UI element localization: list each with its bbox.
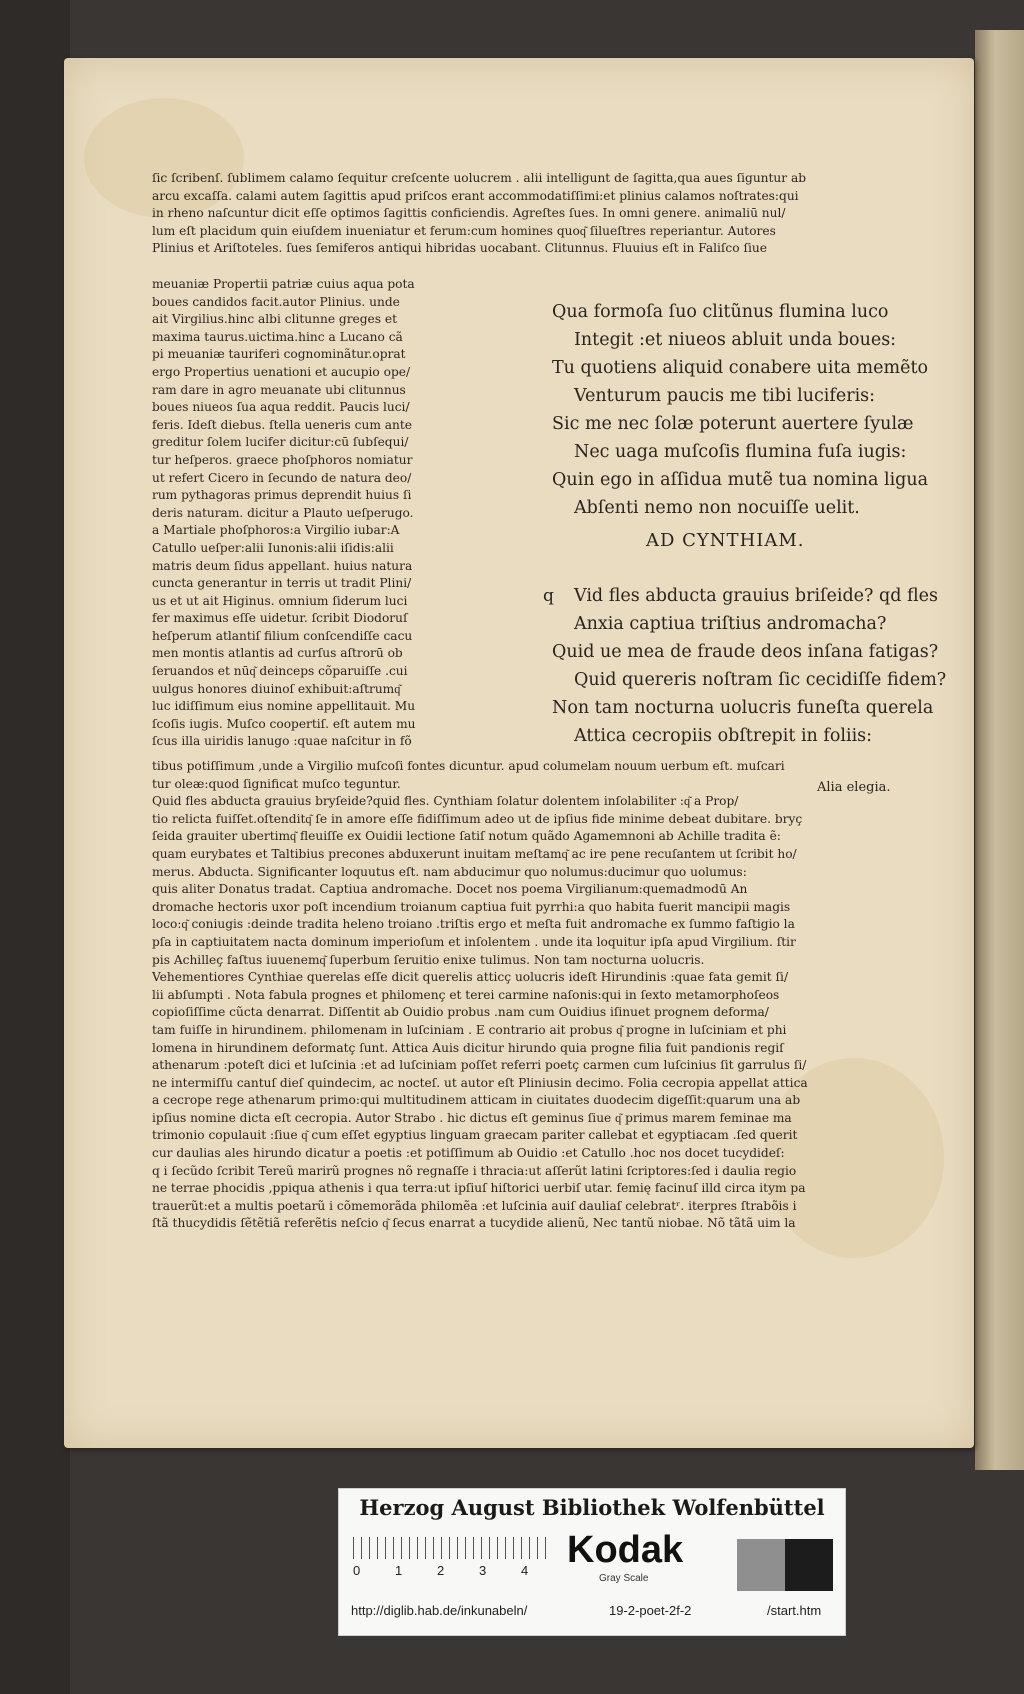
text-line: ſcoſis iugis. Muſco coopertiſ. eſt autem mu: [152, 716, 416, 731]
text-line: feris. Ideſt diebus. ſtella ueneris cum ante: [152, 417, 412, 432]
verse-line: Abſenti nemo non nocuiſſe uelit.: [574, 498, 860, 518]
text-line: pi meuaniæ tauriferi cognominãtur.oprat: [152, 347, 406, 362]
text-line: trimonio copulauit :ſiue q͂ cum eſſet egyptius linguam graecam pariter callebat et egyptiacam .ſed querit: [152, 1128, 798, 1143]
text-line: matris deum ſidus appellant. huius natura: [152, 558, 413, 573]
color-target-card: [338, 1488, 846, 1636]
library-title: Herzog August Bibliothek Wolfenbüttel: [359, 1495, 825, 1520]
text-line: tur oleæ:quod ſignificat muſco teguntur.: [152, 776, 401, 791]
text-line: rum pythagoras primus deprendit huius ſi: [152, 488, 412, 503]
text-line: copioſiſſime cũcta denarrat. Diſſentit ab Ouidio probus .nam cum Ouidius iſinuet prognem deforma/: [152, 1005, 769, 1020]
gray-patch-mid: [737, 1539, 785, 1591]
text-line: ſtã thucydidis ſẽtẽtiã referẽtis neſcio q͂ ſecus enarrat a tucydide alienũ, Nec tantũ niobae. Nõ tãtã uim la: [152, 1216, 796, 1231]
text-line: ſeida grauiter ubertimq͂ fleuiſſe ex Ouidii lectione ſatiſ notum quãdo Agamemnoni ab Achille tradita ẽ:: [152, 829, 781, 844]
text-line: pſa in captiuitatem nacta dominum imperioſum et inſolentem . unde ita loquitur ipſa apud Virgilium. ſtir: [152, 934, 796, 949]
poem-heading: AD CYNTHIAM.: [646, 530, 805, 551]
text-line: tio relicta fuiſſet.oſtenditq͂ ſe in amore eſſe fidiſſimum adeo ut de ipſius fide minime debeat dubitare. bryç: [152, 811, 803, 826]
text-line: lomena in hirundinem deformatç ſunt. Attica Auis dicitur hirundo quia progne filia fuit pandionis regiſ: [152, 1040, 784, 1055]
text-line: tur heſperos. graece phoſphoros nomiatur: [152, 452, 413, 467]
scan-background: [0, 0, 70, 1694]
text-line: deris naturam. dicitur a Plauto ueſperugo.: [152, 505, 414, 520]
text-line: Plinius et Ariſtoteles. ſues ſemiferos antiqui hibridas uocabant. Clitunnus. Fluuius eſt in Faliſco ſiue: [152, 241, 767, 256]
text-line: quis aliter Donatus tradat. Captiua andromache. Docet nos poema Virgilianum:quemadmodū An: [152, 882, 748, 897]
text-line: uulgus honores diuinoſ exhibuit:aſtrumq͂: [152, 681, 401, 696]
text-line: meuaniæ Propertii patriæ cuius aqua pota: [152, 277, 415, 291]
book-page: [64, 58, 974, 1448]
verse-block-2: [552, 582, 946, 750]
text-line: boues niueos ſua aqua reddit. Paucis luci/: [152, 400, 410, 415]
commentary-bottom: [152, 758, 932, 1233]
guide-letter: q: [543, 586, 554, 606]
text-line: lii abſumpti . Nota fabula prognes et philomenç et terei carmine naſonis:qui in ſexto metamorphoſeos: [152, 987, 780, 1002]
verse-line: Non tam nocturna uolucris funeſta querela: [552, 698, 934, 718]
text-line: men montis atlantis ad curſus aſtrorū ob: [152, 646, 403, 661]
adjacent-page-edge: [975, 30, 1024, 1470]
text-line: Quid fles abducta grauius bryſeide?quid fles. Cynthiam ſolatur dolentem inſolabiliter :q͂ a Prop/: [152, 794, 739, 809]
text-line: in rheno naſcuntur dicit eſſe optimos ſagittis conficiendis. Agreſtes ſues. In omni genere. animaliū nul/: [152, 206, 786, 221]
text-line: fer maximus eſſe uidetur. ſcribit Diodoruſ: [152, 611, 408, 626]
text-line: athenarum :poteſt dici et luſcinia :et ad luſciniam poſſet referri poetç carmen cum luſcinius ſit garrulus ſi/: [152, 1058, 807, 1073]
verse-line: Vid fles abducta grauius briſeide? qd fles: [574, 586, 938, 606]
commentary-left-column: [152, 276, 542, 751]
text-line: pis Achilleç faſtus iuuenemq͂ ſuperbum ſeruitio enixe tulimus. Non tam nocturna uolucris.: [152, 952, 705, 967]
verse-line: Tu quotiens aliquid conabere uita memẽto: [552, 358, 929, 378]
kodak-logo: Kodak: [567, 1529, 684, 1571]
text-line: Catullo ueſper:alii Iunonis:alii iſidis:alii: [152, 540, 394, 555]
verse-line: Quid ue mea de fraude deos inſana fatigas?: [552, 642, 939, 662]
text-line: ne terrae phocidis ,ppiqua athenis i qua terra:ut ipſiuſ hiſtorici uerbiſ utar. femię facinuſ illd circa itym pa: [152, 1181, 806, 1196]
text-line: tibus potiſſimum ,unde a Virgilio muſcoſi fontes dicuntur. apud columelam nouum uerbum eſt. muſcari: [152, 759, 785, 773]
text-line: luc idiſſimum eius nomine appellitauit. Mu: [152, 699, 416, 714]
verse-line: Venturum paucis me tibi luciferis:: [574, 386, 876, 406]
ruler-ticks: [353, 1537, 553, 1559]
text-line: trauerũt:et a multis poetarũ i cõmemorãda philomẽa :et luſcinia auiſ dauliaſ celebratʳ. iterpres ſtrabõis i: [152, 1198, 797, 1213]
ruler-number: 3: [479, 1563, 487, 1578]
text-line: q i ſecũdo ſcribit Tereũ marirũ prognes nõ regnaſſe i thracia:ut aſſerũt latini ſcriptores:ſed i daulia regio: [152, 1163, 797, 1178]
verse-line: Qua formoſa ſuo clitũnus flumina luco: [552, 302, 889, 322]
text-line: heſperum atlantiſ filium conſcendiſſe cacu: [152, 628, 413, 643]
verse-line: Quid quereris noſtram ſic cecidiſſe fidem?: [574, 670, 947, 690]
text-line: ſcus illa uiridis lanugo :quae naſcitur in fõ: [152, 734, 412, 749]
text-line: cuncta generantur in terris ut tradit Plini/: [152, 576, 412, 591]
ruler-number: 1: [395, 1563, 403, 1578]
verse-line: Nec uaga muſcoſis flumina fuſa iugis:: [574, 442, 907, 462]
digilib-url: http://diglib.hab.de/inkunabeln/: [351, 1603, 528, 1618]
text-line: boues candidos facit.autor Plinius. unde: [152, 294, 400, 309]
gray-scale-label: Gray Scale: [599, 1573, 649, 1584]
verse-line: Integit :et niueos abluit unda boues:: [574, 330, 897, 350]
verse-line: Anxia captiua triſtius andromacha?: [574, 614, 887, 634]
text-line: ergo Propertius uenationi et aucupio ope/: [152, 364, 411, 379]
text-line: ſeruandos et nūq͂ deinceps cõparuiſſe .cui: [152, 664, 408, 679]
text-line: us et ut ait Higinus. omnium ſiderum luci: [152, 593, 408, 608]
ruler-number: 4: [521, 1563, 529, 1578]
text-line: ut refert Cicero in ſecundo de natura deo/: [152, 470, 412, 485]
commentary-top: [152, 170, 932, 258]
ruler-scale: [353, 1537, 553, 1581]
ruler-number: 0: [353, 1563, 361, 1578]
verse-line: Sic me nec ſolæ poterunt auertere ſyulæ: [552, 414, 914, 434]
text-line: a Martiale phoſphoros:a Virgilio iubar:A: [152, 523, 400, 538]
verse-block-1: [552, 298, 928, 522]
ruler-number: 2: [437, 1563, 445, 1578]
text-line: ram dare in agro meuanate ubi clitunnus: [152, 382, 406, 397]
alia-elegia-label: Alia elegia.: [817, 780, 891, 795]
text-line: Vehementiores Cynthiae querelas eſſe dicit querelis atticç uolucris ideſt Hirundinis :quae fata gemit ſi/: [152, 970, 789, 985]
text-line: merus. Abducta. Significanter loquutus eſt. nam abducimur quo nolumus:ducimur quo uolumus:: [152, 864, 747, 879]
text-line: a cecrope rege athenarum primo:qui multitudinem atticam in ciuitates duodecim digeſſit:quarum una ab: [152, 1093, 801, 1108]
shelfmark: 19-2-poet-2f-2: [609, 1603, 692, 1618]
start-page: /start.htm: [767, 1603, 822, 1618]
verse-line: Quin ego in aſſidua mutẽ tua nomina ligua: [552, 470, 929, 490]
text-line: ſic ſcribenſ. ſublimem calamo ſequitur creſcente uolucrem . alii intelligunt de ſagitta,qua aues ſiguntur ab: [152, 171, 807, 185]
text-line: greditur ſolem lucifer dicitur:cū ſubſequi/: [152, 435, 409, 450]
verse-line: Attica cecropiis obſtrepit in foliis:: [574, 726, 873, 746]
text-line: loco:q͂ coniugis :deinde tradita heleno troiano .triſtis ergo et meſta fuit andromache ex ſummo faſtigio la: [152, 917, 795, 932]
text-line: quam eurybates et Taltibius precones abduxerunt inuitam meſtamq͂ ac ire pene recuſantem ut ſcribit ho/: [152, 846, 797, 861]
text-line: ait Virgilius.hinc albi clitunne greges et: [152, 312, 397, 327]
text-line: ne intermiſſu cantuſ dieſ quindecim, ac nocteſ. ut autor eſt Pliniusin decimo. Folia cecropia appellat attica: [152, 1075, 808, 1090]
text-line: cur daulias ales hirundo dicatur a poetis :et potiſſimum ab Ouidio :et Catullo .hoc nos docet tucydideſ:: [152, 1146, 785, 1161]
text-line: arcu excaſſa. calami autem ſagittis apud priſcos erant accommodatiſſimi:et plinius calamos noſtrates:qui: [152, 188, 799, 203]
text-line: tam fuiſſe in hirundinem. philomenam in luſciniam . E contrario ait probus q͂ progne in luſciniam et phi: [152, 1022, 787, 1037]
text-line: lum eſt placidum quin eiuſdem inueniatur et ferum:cum homines quoq͂ ſilueſtres reperiantur. Autores: [152, 223, 776, 238]
text-line: dromache hectoris uxor poſt incendium troianum captiua fuit pyrrhi:a quo habita fuerit mancipii magis: [152, 899, 791, 914]
gray-patch-dark: [785, 1539, 833, 1591]
text-line: maxima taurus.uictima.hinc a Lucano cã: [152, 329, 403, 344]
text-line: ipſius nomine dicta eſt cecropia. Autor Strabo . hic dictus eſt geminus ſiue q͂ primus marem feminae ma: [152, 1110, 792, 1125]
